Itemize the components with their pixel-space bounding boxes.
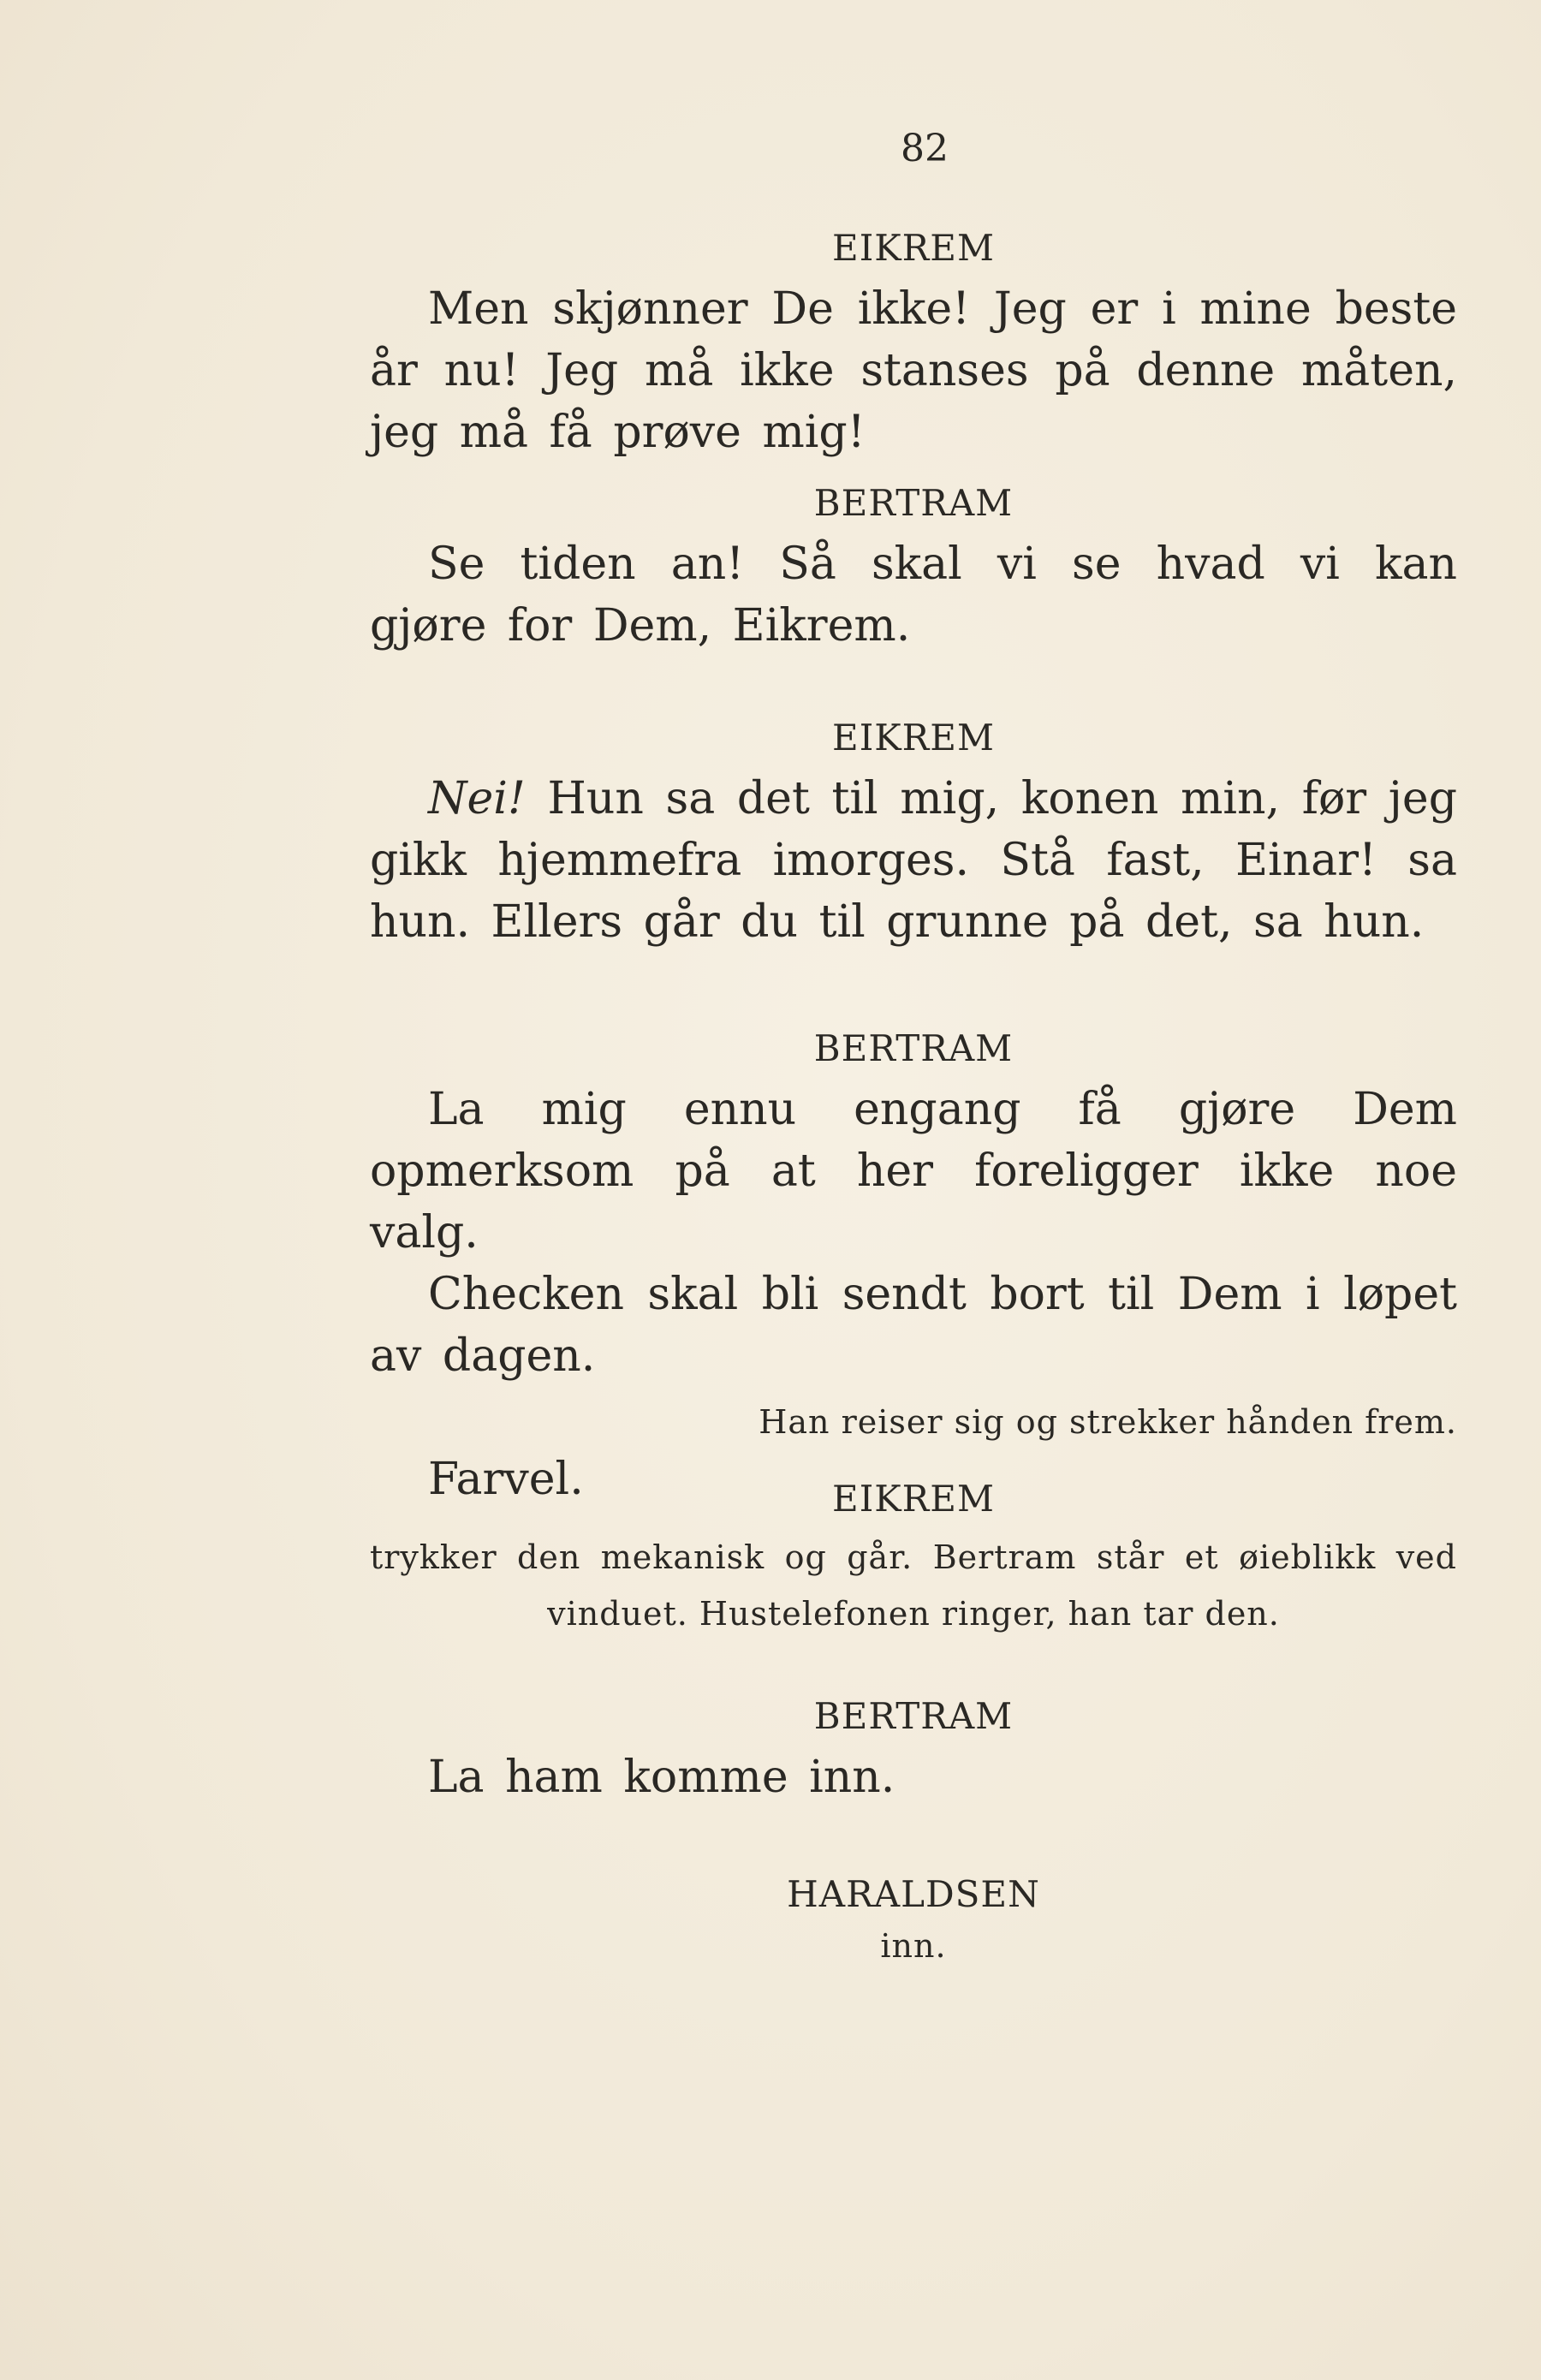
speaker-name: EIKREM: [832, 1478, 995, 1520]
speaker-name: HARALDSEN: [787, 1873, 1040, 1915]
speaker-name: EIKREM: [832, 717, 995, 759]
speaker-name: BERTRAM: [813, 1695, 1014, 1737]
dialogue-block-eikrem-2: [370, 708, 1457, 953]
dialogue-block-bertram-1: [370, 473, 1457, 657]
dialogue-text: Checken skal bli sendt bort til Dem i løpet av dagen.: [370, 1269, 1457, 1382]
stage-direction: inn.: [880, 1927, 947, 1965]
dialogue-text: Men skjønner De ikke! Jeg er i mine beste år nu! Jeg må ikke stanses på denne måten, jeg må få prøve mig!: [370, 283, 1457, 458]
dialogue-block-bertram-2: [370, 1019, 1457, 1510]
speaker-name: BERTRAM: [813, 1027, 1014, 1069]
dialogue-block-haraldsen: [370, 1865, 1457, 1974]
italic-interjection: Nei!: [428, 773, 526, 824]
dialogue-block-eikrem-1: [370, 218, 1457, 463]
speaker-name: EIKREM: [832, 227, 995, 269]
dialogue-text: La ham komme inn.: [428, 1752, 895, 1803]
dialogue-text: [370, 768, 1457, 953]
speaker-name: BERTRAM: [813, 482, 1014, 524]
dialogue-block-bertram-3: [370, 1687, 1457, 1808]
dialogue-text: Farvel.: [428, 1454, 584, 1505]
stage-direction: trykker den mekanisk og går. Bertram står et øieblikk ved vinduet. Hustelefonen ringer, han tar den.: [370, 1538, 1457, 1633]
page-number: 82: [901, 127, 949, 170]
dialogue-text: La mig ennu engang få gjøre Dem opmerksom på at her foreligger ikke noe valg.: [370, 1084, 1457, 1258]
stage-direction: Han reiser sig og strekker hånden frem.: [759, 1403, 1457, 1441]
dialogue-text: Se tiden an! Så skal vi se hvad vi kan gjøre for Dem, Eikrem.: [370, 538, 1457, 652]
dialogue-block-eikrem-3: [370, 1469, 1457, 1642]
dialogue-text-rest: Hun sa det til mig, konen min, før jeg gikk hjemmefra imorges. Stå fast, Einar! sa hun. Ellers går du til grunne på det, sa hun.: [370, 773, 1457, 948]
